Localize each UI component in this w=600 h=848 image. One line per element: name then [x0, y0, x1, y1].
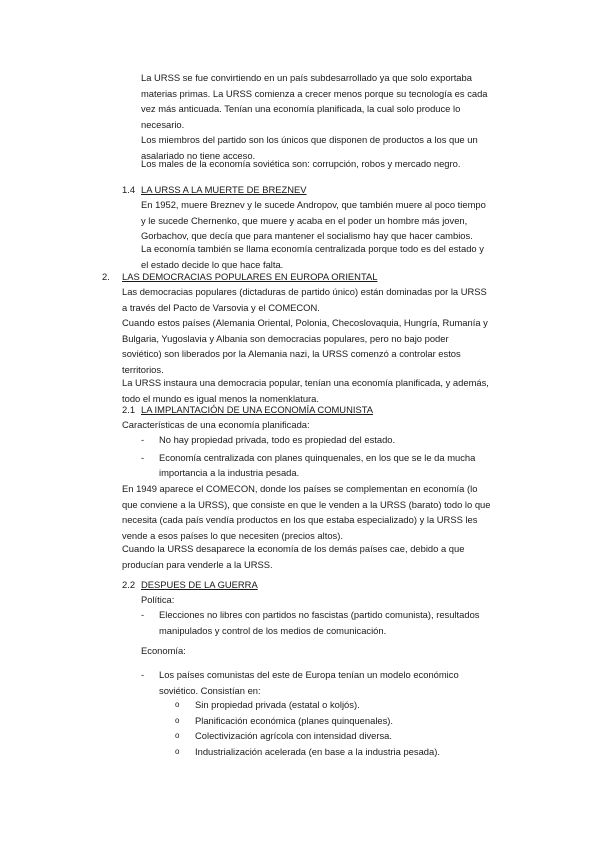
list-item	[175, 697, 440, 713]
intro-paragraph-1	[141, 70, 488, 132]
circle-bullet: o	[175, 746, 180, 756]
text-line: producían para venderle a la URSS.	[122, 558, 273, 570]
dash-bullet: -	[141, 434, 145, 445]
text-line: En 1949 aparece el COMECON, donde los países se complementan en economía (lo	[122, 483, 478, 494]
list-item	[141, 450, 475, 481]
intro-paragraph-3	[141, 156, 460, 172]
section-2-1-paragraph-1	[122, 481, 490, 543]
section-2-1-heading: LA IMPLANTACIÓN DE UNA ECONOMÍA COMUNISTA	[141, 404, 373, 415]
economy-bullets	[141, 667, 459, 698]
text-line: necesario.	[141, 118, 185, 130]
text-line: Bulgaria, Yugoslavia y Albania son democracias populares, pero no bajo poder	[122, 332, 449, 344]
text-line: territorios.	[122, 363, 164, 375]
section-1-4-number: 1.4	[122, 184, 136, 195]
text-line: La URSS instaura una democracia popular, tenían una economía planificada, y además,	[122, 377, 489, 388]
text-line: que conviene a la URSS), que consiste en que le venden a la URSS (barato) todo lo que	[122, 498, 491, 510]
text-line: Planificación económica (planes quinquenales).	[195, 714, 394, 726]
text-line: Los países comunistas del este de Europa tenían un modelo económico	[159, 669, 459, 680]
section-1-4-paragraph-1	[141, 197, 486, 244]
section-2-2-number: 2.2	[122, 579, 136, 590]
list-item	[175, 744, 440, 760]
section-2-1-number: 2.1	[122, 404, 136, 415]
section-1-4-heading: LA URSS A LA MUERTE DE BREZNEV	[141, 184, 307, 195]
text-line: soviético) son liberados por la Alemania nazi, la URSS comenzó a controlar estos	[122, 348, 461, 360]
text-line: Economía centralizada con planes quinquenales, en los que se le da mucha	[159, 451, 476, 463]
text-line: manipulados y control de los medios de comunicación.	[159, 624, 387, 636]
text-line: Colectivización agrícola con intensidad diversa.	[195, 730, 392, 742]
text-line: asalariado no tiene acceso.	[141, 149, 256, 161]
politics-bullets	[141, 607, 479, 638]
soviet-model-sub-bullets	[175, 697, 440, 759]
text-line: En 1952, muere Breznev y le sucede Andropov, que también muere al poco tiempo	[141, 199, 486, 210]
text-line: necesita (cada país vendía productos en los que estaba especializado) y la URSS les	[122, 514, 478, 526]
list-item	[175, 713, 440, 729]
circle-bullet: o	[175, 700, 180, 709]
list-item	[141, 607, 479, 638]
text-line: Las democracias populares (dictaduras de partido único) están dominadas por la URSS	[122, 286, 487, 297]
text-line: La URSS se fue convirtiendo en un país subdesarrollado ya que solo exportaba	[141, 72, 472, 83]
characteristics-label: Características de una economía planificada:	[122, 419, 310, 430]
planned-economy-bullets	[141, 432, 475, 481]
section-1-4-paragraph-2	[141, 241, 484, 272]
section-2-number: 2.	[102, 271, 110, 282]
text-line: a través del Pacto de Varsovia y el COMECON.	[122, 301, 320, 313]
text-line: Los miembros del partido son los únicos que disponen de productos a los que un	[141, 134, 478, 145]
text-line: vez más anticuada. Tenían una economía planificada, la cual solo produce lo	[141, 103, 461, 115]
text-line: y le sucede Chernenko, que muere y acaba en el poder un hombre más joven,	[141, 214, 468, 226]
text-line: soviético. Consistían en:	[159, 684, 261, 696]
dash-bullet: -	[141, 451, 145, 463]
text-line: La economía también se llama economía centralizada porque todo es del estado y	[141, 243, 484, 254]
text-line: Industrialización acelerada (en base a la industria pesada).	[195, 745, 440, 757]
text-line: Elecciones no libres con partidos no fascistas (partido comunista), resultados	[159, 609, 480, 620]
economy-label: Economía:	[141, 645, 186, 656]
list-item	[175, 728, 440, 744]
text-line: Cuando estos países (Alemania Oriental, Polonia, Checoslovaquia, Hungría, Rumanía y	[122, 317, 488, 328]
dash-bullet: -	[141, 609, 145, 620]
section-2-paragraph-1	[122, 284, 487, 315]
section-2-paragraph-2	[122, 315, 488, 377]
text-line: vende a esos países lo que necesiten (precios altos).	[122, 529, 343, 541]
text-line: importancia a la industria pesada.	[159, 467, 300, 479]
politics-label: Política:	[141, 594, 175, 605]
text-line: Los males de la economía soviética son: corrupción, robos y mercado negro.	[141, 158, 461, 169]
text-line: el estado decide lo que hace falta.	[141, 258, 284, 270]
list-item	[141, 432, 475, 448]
section-2-1-paragraph-2	[122, 541, 464, 572]
circle-bullet: o	[175, 731, 180, 741]
section-2-2-heading: DESPUES DE LA GUERRA	[141, 579, 258, 590]
text-line: materias primas. La URSS comienza a crecer menos porque su tecnología es cada	[141, 87, 488, 99]
text-line: Cuando la URSS desaparece la economía de los demás países cae, debido a que	[122, 543, 465, 554]
text-line: Sin propiedad privada (estatal o koljós).	[195, 699, 360, 710]
text-line: Gorbachov, que decía que para mantener el socialismo hay que hacer cambios.	[141, 230, 473, 242]
dash-bullet: -	[141, 669, 145, 680]
list-item	[141, 667, 459, 698]
text-line: todo el mundo es igual menos la nomenklatura.	[122, 392, 319, 404]
text-line: No hay propiedad privada, todo es propiedad del estado.	[159, 434, 396, 445]
circle-bullet: o	[175, 715, 180, 725]
section-2-heading: LAS DEMOCRACIAS POPULARES EN EUROPA ORIENTAL	[122, 271, 378, 282]
